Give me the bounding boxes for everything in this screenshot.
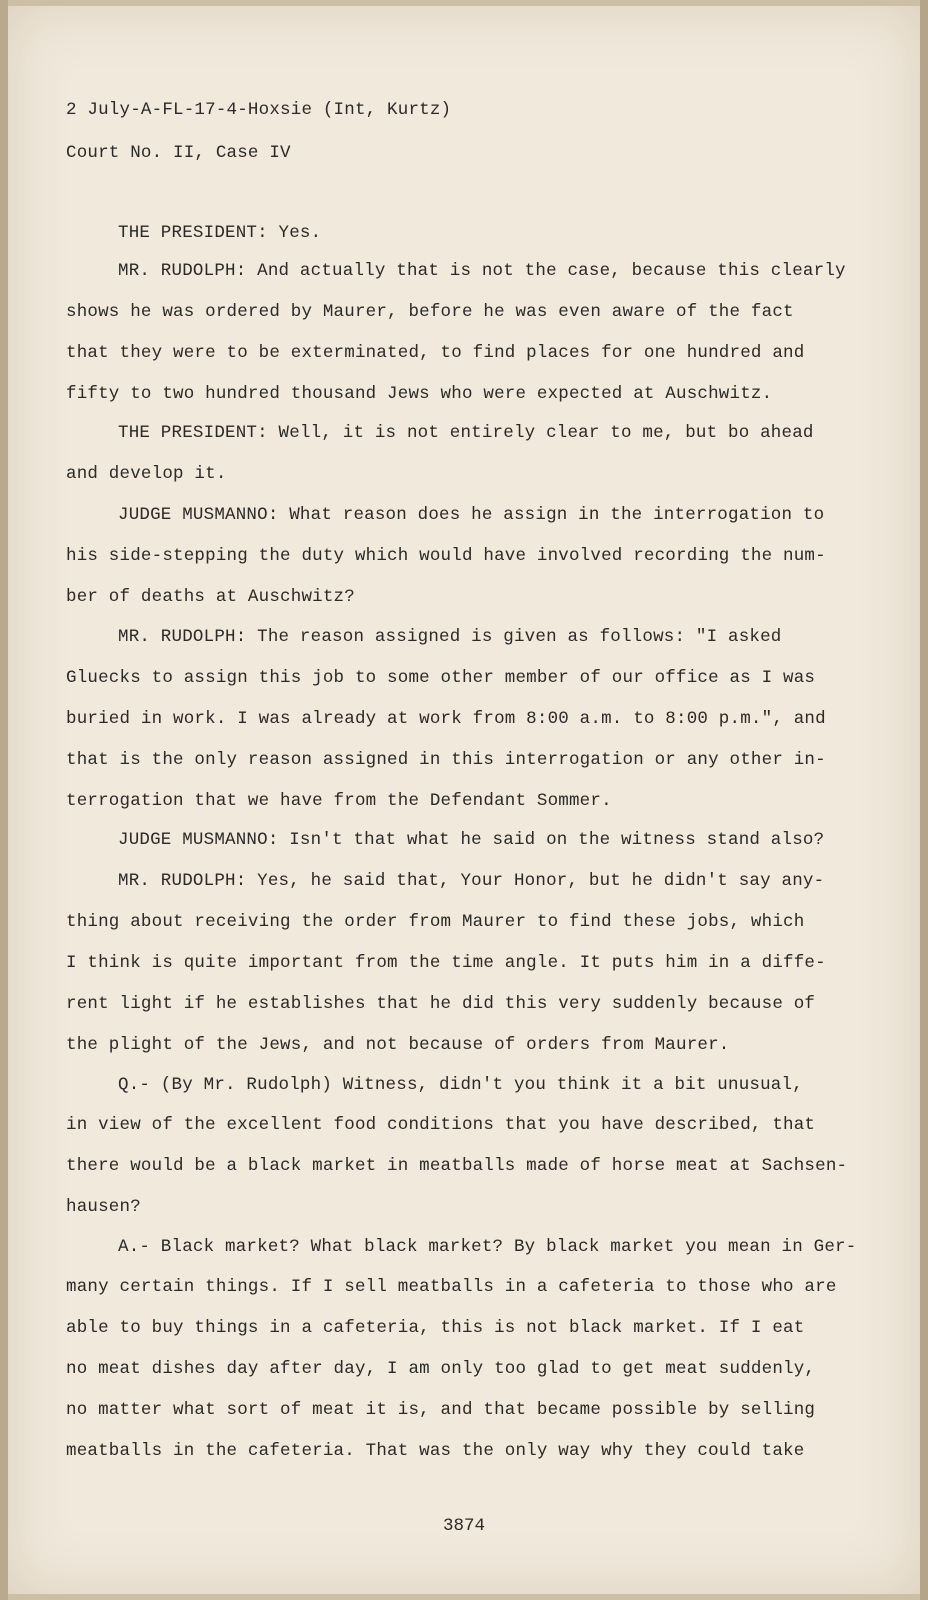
page-number: 3874	[442, 1516, 485, 1536]
transcript-line: no matter what sort of meat it is, and that became possible by selling	[66, 1400, 816, 1420]
transcript-line: his side-stepping the duty which would have involved recording the num-	[66, 546, 826, 566]
transcript-line: hausen?	[66, 1197, 141, 1217]
transcript-line: shows he was ordered by Maurer, before he was even aware of the fact	[66, 302, 794, 322]
transcript-line: no meat dishes day after day, I am only too glad to get meat suddenly,	[66, 1359, 816, 1379]
transcript-line: and develop it.	[66, 464, 227, 484]
transcript-line: thing about receiving the order from Maurer to find these jobs, which	[66, 912, 805, 932]
transcript-line: buried in work. I was already at work from 8:00 a.m. to 8:00 p.m.", and	[66, 709, 826, 729]
transcript-line: there would be a black market in meatballs made of horse meat at Sachsen-	[66, 1156, 848, 1176]
transcript-line: rent light if he establishes that he did this very suddenly because of	[66, 994, 816, 1014]
transcript-line: THE PRESIDENT: Well, it is not entirely clear to me, but bo ahead	[118, 423, 814, 443]
transcript-line: JUDGE MUSMANNO: What reason does he assign in the interrogation to	[118, 505, 825, 525]
transcript-line: MR. RUDOLPH: The reason assigned is given as follows: "I asked	[118, 627, 782, 647]
scan-edge-left	[0, 0, 8, 1600]
transcript-line: meatballs in the cafeteria. That was the only way why they could take	[66, 1441, 805, 1461]
transcript-line: terrogation that we have from the Defendant Sommer.	[66, 791, 612, 811]
transcript-line: Gluecks to assign this job to some other member of our office as I was	[66, 668, 816, 688]
header-line-session: 2 July-A-FL-17-4-Hoxsie (Int, Kurtz)	[66, 100, 452, 120]
document-page	[8, 6, 920, 1594]
transcript-line: A.- Black market? What black market? By black market you mean in Ger-	[118, 1237, 857, 1257]
transcript-line: the plight of the Jews, and not because of orders from Maurer.	[66, 1035, 730, 1055]
transcript-line: Q.- (By Mr. Rudolph) Witness, didn't you think it a bit unusual,	[118, 1075, 803, 1095]
transcript-line: ber of deaths at Auschwitz?	[66, 587, 355, 607]
transcript-line: MR. RUDOLPH: And actually that is not the case, because this clearly	[118, 261, 846, 281]
transcript-line: fifty to two hundred thousand Jews who were expected at Auschwitz.	[66, 384, 773, 404]
transcript-line: able to buy things in a cafeteria, this is not black market. If I eat	[66, 1318, 805, 1338]
transcript-line: that is the only reason assigned in this interrogation or any other in-	[66, 750, 826, 770]
scan-edge-right	[920, 0, 928, 1600]
transcript-line: I think is quite important from the time angle. It puts him in a diffe-	[66, 953, 826, 973]
transcript-line: in view of the excellent food conditions that you have described, that	[66, 1115, 816, 1135]
transcript-line: that they were to be exterminated, to find places for one hundred and	[66, 343, 805, 363]
transcript-line: JUDGE MUSMANNO: Isn't that what he said on the witness stand also?	[118, 830, 825, 850]
transcript-line: many certain things. If I sell meatballs in a cafeteria to those who are	[66, 1277, 837, 1297]
transcript-line: THE PRESIDENT: Yes.	[118, 223, 322, 243]
header-line-court: Court No. II, Case IV	[66, 143, 291, 163]
transcript-line: MR. RUDOLPH: Yes, he said that, Your Honor, but he didn't say any-	[118, 871, 825, 891]
